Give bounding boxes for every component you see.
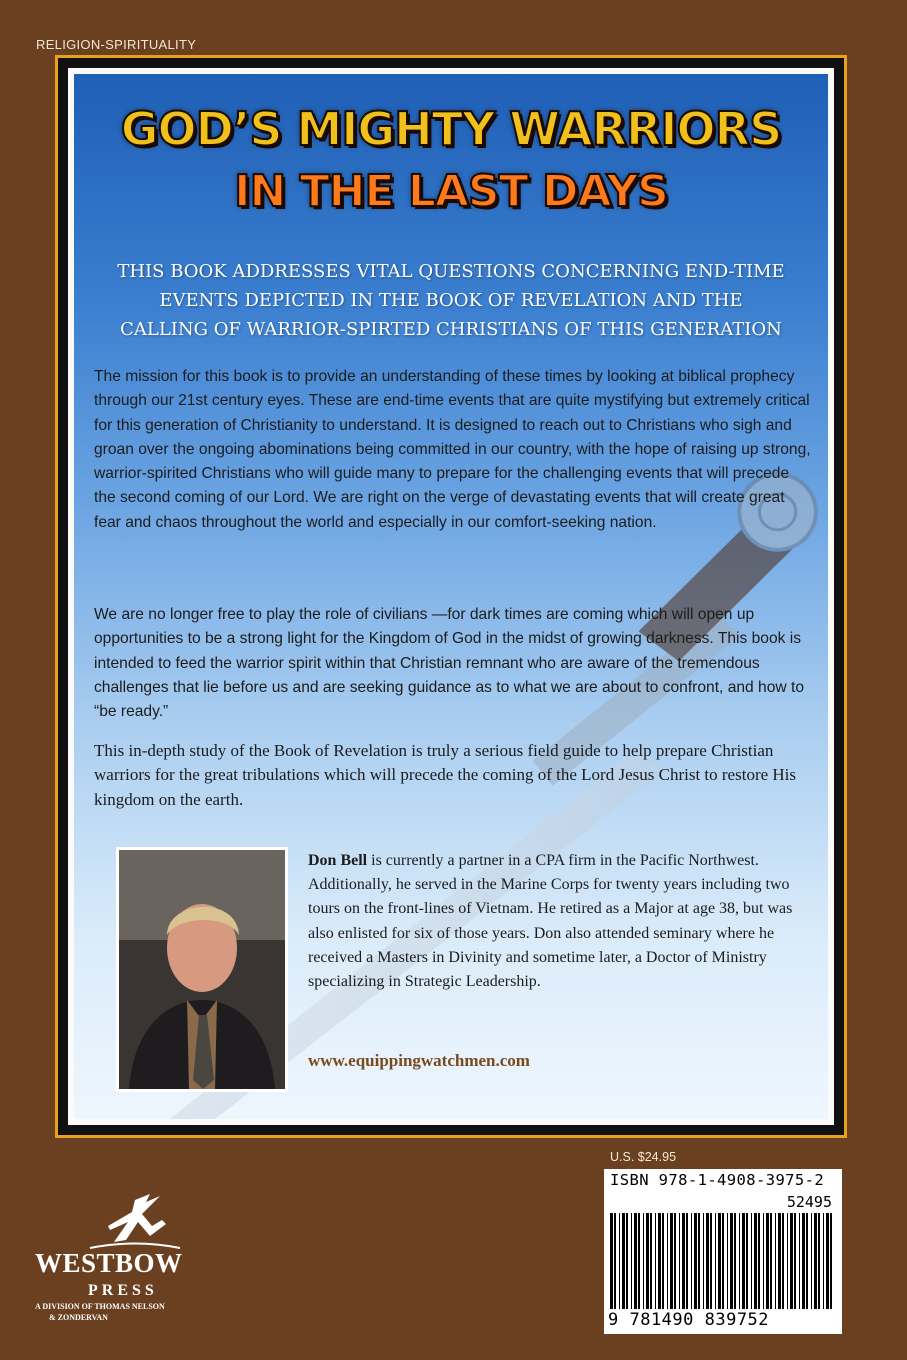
barcode-bar: [646, 1213, 649, 1309]
barcode-bar: [706, 1213, 709, 1309]
description-paragraph-3: This in-depth study of the Book of Revelation is truly a serious field guide to help prepare Christian warriors for the great tribulations which will precede the coming of the Lord Jesus Christ to restore His kingdom on the earth.: [94, 741, 797, 809]
barcode-bar: [610, 1213, 613, 1309]
publisher-division: A DIVISION OF THOMAS NELSON: [35, 1302, 165, 1311]
cover-panel: [74, 74, 828, 1119]
barcode-bar: [746, 1213, 748, 1309]
barcode-icon: [610, 1213, 836, 1309]
publisher-press: PRESS: [88, 1282, 158, 1299]
barcode-bar: [718, 1213, 721, 1309]
barcode-bar: [775, 1213, 776, 1309]
barcode-bar: [662, 1213, 664, 1309]
barcode-bar: [742, 1213, 745, 1309]
author-photo: [116, 847, 288, 1092]
title-line-2: IN THE LAST DAYS: [234, 166, 668, 217]
category-label: RELIGION-SPIRITUALITY: [36, 37, 197, 52]
author-bio: [308, 849, 810, 994]
barcode-bar: [710, 1213, 712, 1309]
barcode-bar: [626, 1213, 628, 1309]
author-name: Don Bell: [308, 852, 368, 869]
title-line-1: GOD’S MIGHTY WARRIORS: [120, 102, 782, 156]
barcode-bar: [734, 1213, 736, 1309]
barcode-bar: [631, 1213, 632, 1309]
isbn-text: ISBN 978-1-4908-3975-2: [610, 1171, 825, 1189]
barcode-bar: [782, 1213, 784, 1309]
cover-frame-inner: [68, 68, 834, 1125]
description-paragraph-1: The mission for this book is to provide an understanding of these times by looking at biblical prophecy through our 21st century eyes. These are end-time events that are quite mystifying but extremely critical for this generation of Christianity to understand. It is designed to reach out to Christians who sigh and groan over the ongoing abominations being committed in our country, with the hope of raising up strong, warrior-spirited Christians who will guide many to prepare for the challenging events that will precede the second coming of our Lord. We are right on the verge of devastating events that will create great fear and chaos throughout the world and especially in our comfort-seeking nation.: [94, 368, 811, 531]
barcode-bar: [811, 1213, 812, 1309]
barcode-bar: [682, 1213, 685, 1309]
barcode-bar: [691, 1213, 692, 1309]
barcode-bar: [787, 1213, 788, 1309]
barcode-bar: [634, 1213, 637, 1309]
price-code: 52495: [786, 1193, 832, 1211]
price-label: U.S. $24.95: [610, 1150, 677, 1164]
barcode-bar: [643, 1213, 644, 1309]
subtitle: THIS BOOK ADDRESSES VITAL QUESTIONS CONCERNING END-TIME EVENTS DEPICTED IN THE BOOK OF REVELATION AND THE CALLING OF WARRIOR-SPIRTED CHRISTIANS OF THIS GENERATION: [117, 261, 785, 340]
barcode-bar: [763, 1213, 764, 1309]
barcode-bar: [715, 1213, 716, 1309]
barcode-bar: [770, 1213, 772, 1309]
barcode-bar: [794, 1213, 796, 1309]
barcode-bar: [614, 1213, 616, 1309]
barcode-bar: [758, 1213, 760, 1309]
barcode-bar: [739, 1213, 740, 1309]
barcode-bar: [670, 1213, 673, 1309]
barcode-bar: [814, 1213, 817, 1309]
barcode-bar: [638, 1213, 640, 1309]
barcode-bar: [766, 1213, 769, 1309]
barcode-bar: [722, 1213, 724, 1309]
barcode-bar: [727, 1213, 728, 1309]
barcode-bar: [686, 1213, 688, 1309]
description-paragraph-2: We are no longer free to play the role of civilians —for dark times are coming which will open up opportunities to be a strong light for the Kingdom of God in the midst of growing darkness. This book is intended to feed the warrior spirit within that Christian remnant who are aware of the tremendous challenges that lie before us and are seeking guidance as to what we are about to confront, and how to “be ready.”: [94, 606, 804, 721]
barcode-bar: [778, 1213, 781, 1309]
barcode-bar: [826, 1213, 829, 1309]
barcode-bar: [754, 1213, 757, 1309]
barcode-box: [604, 1169, 842, 1334]
barcode-bar: [694, 1213, 697, 1309]
barcode-bar: [622, 1213, 625, 1309]
barcode-bar: [802, 1213, 805, 1309]
barcode-bar: [823, 1213, 824, 1309]
publisher-name: WESTBOW: [35, 1248, 183, 1278]
publisher-zondervan: & ZONDERVAN: [49, 1313, 108, 1322]
barcode-bar: [658, 1213, 661, 1309]
barcode-bar: [790, 1213, 793, 1309]
barcode-bar: [703, 1213, 704, 1309]
author-portrait-image: [119, 850, 285, 1089]
author-bio-text: is currently a partner in a CPA firm in the Pacific Northwest. Additionally, he served in the Marine Corps for twenty years including two tours on the front-lines of Vietnam. He retired as a Major at age 38, but was also enlisted for six of those years. Don also attended seminary where he received a Masters in Divinity and sometime later, a Doctor of Ministry specializing in Strategic Leadership.: [308, 852, 793, 991]
barcode-bar: [730, 1213, 733, 1309]
barcode-bar: [650, 1213, 652, 1309]
barcode-bar: [806, 1213, 808, 1309]
ean-digits: 9 781490 839752: [608, 1310, 770, 1330]
barcode-bar: [799, 1213, 800, 1309]
barcode-bar: [619, 1213, 620, 1309]
barcode-bar: [751, 1213, 752, 1309]
barcode-bar: [698, 1213, 700, 1309]
cover-frame: [55, 55, 847, 1138]
barcode-bar: [674, 1213, 676, 1309]
barcode-bar: [655, 1213, 656, 1309]
barcode-bar: [667, 1213, 668, 1309]
westbow-figure-icon: [80, 1192, 190, 1252]
barcode-bar: [679, 1213, 680, 1309]
barcode-bar: [818, 1213, 820, 1309]
barcode-bar: [830, 1213, 832, 1309]
author-website[interactable]: www.equippingwatchmen.com: [308, 1051, 530, 1070]
